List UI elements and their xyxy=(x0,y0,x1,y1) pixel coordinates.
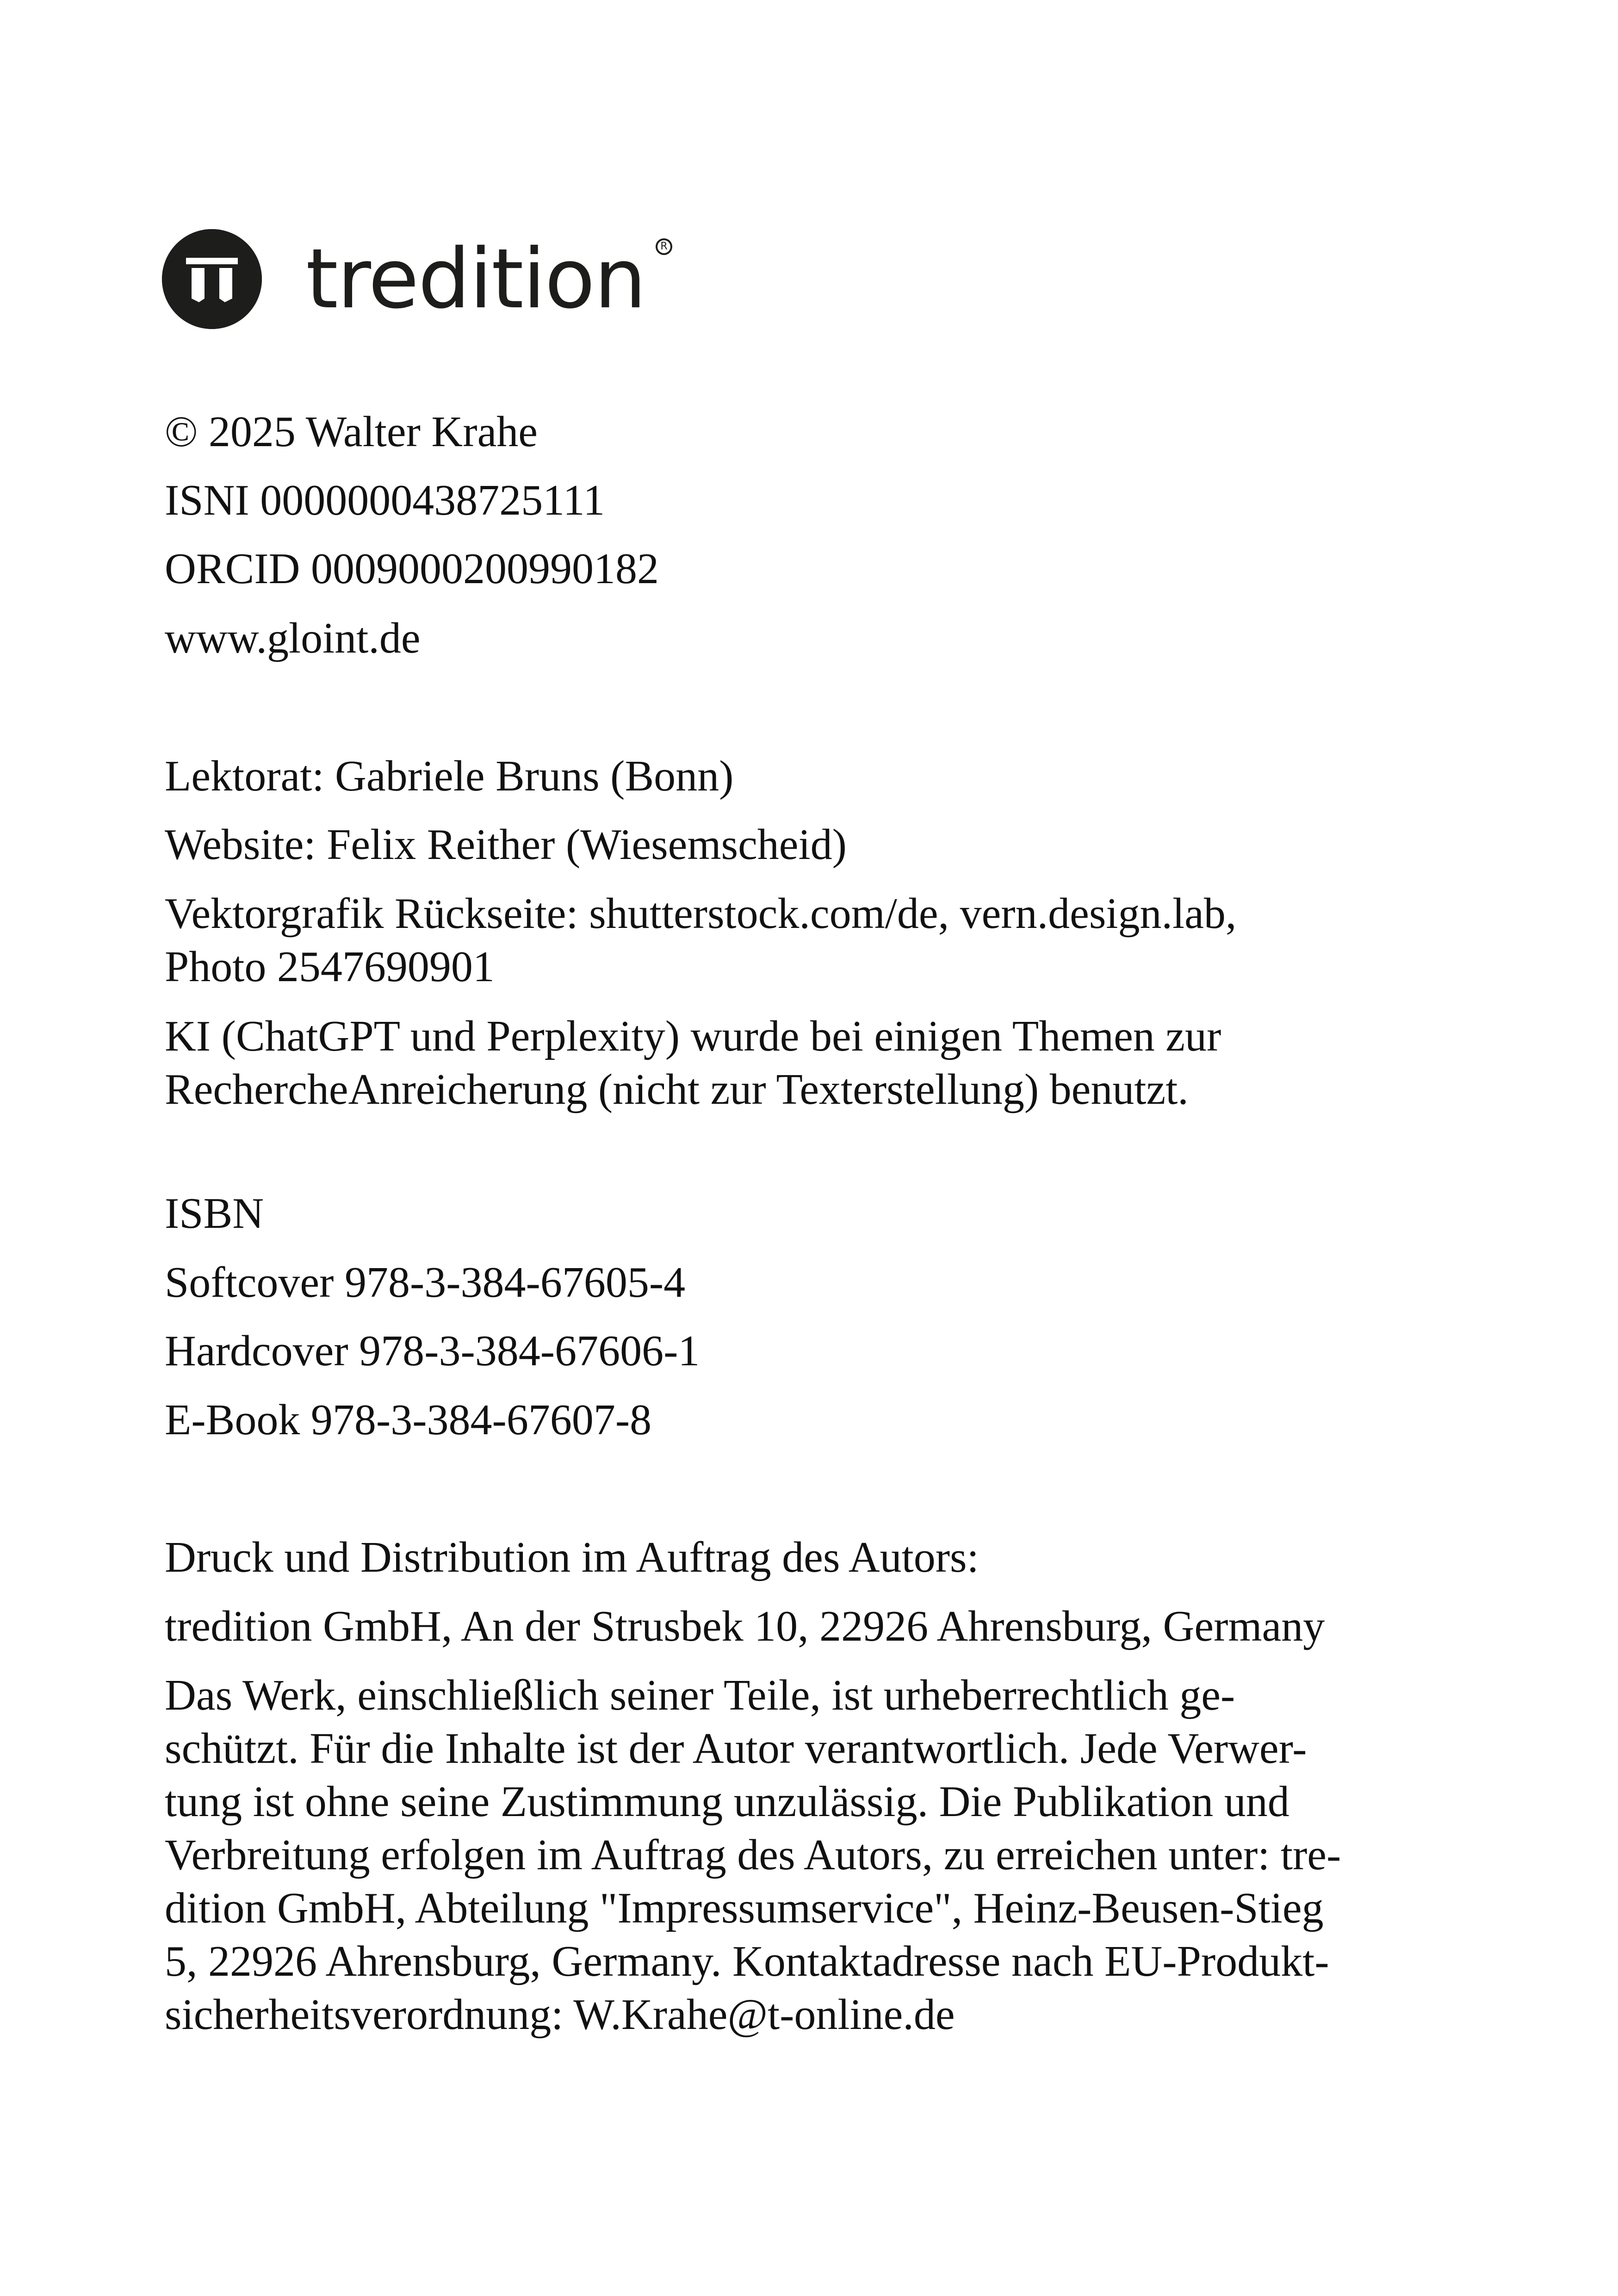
isbn-heading: ISBN xyxy=(165,1189,264,1238)
isbn-ebook: E-Book 978-3-384-67607-8 xyxy=(165,1396,652,1444)
orcid-line: ORCID 0009000200990182 xyxy=(165,545,659,593)
publisher-address: tredition GmbH, An der Strusbek 10, 22926 Ahrensburg, Germany xyxy=(165,1602,1325,1650)
ki-note: KI (ChatGPT und Perplexity) wurde bei einigen Themen zur RechercheAnreicherung (nicht zur Texterstellung) benutzt. xyxy=(165,1012,1221,1114)
isni-line: ISNI 0000000438725111 xyxy=(165,476,605,524)
distribution-heading: Druck und Distribution im Auftrag des Autors: xyxy=(165,1533,979,1581)
logo-wordmark xyxy=(306,229,668,329)
publisher-logo xyxy=(162,226,671,332)
isbn-hardcover: Hardcover 978-3-384-67606-1 xyxy=(165,1327,700,1375)
logo-wordmark-text: tredition xyxy=(306,231,645,327)
isbn-softcover: Softcover 978-3-384-67605-4 xyxy=(165,1258,686,1307)
registered-trademark-icon: R xyxy=(656,238,672,255)
website-credit-line: Website: Felix Reither (Wiesemscheid) xyxy=(165,821,847,869)
legal-notice: Das Werk, einschließlich seiner Teile, ist urheberrechtlich ge- schützt. Für die Inhalte ist der Autor verantwortlich. Jede Verwer- tung ist ohne seine Zustimmung unzulässig. Die Publikation und Verbreitung erfolgen im Auftrag des Autors, zu erreichen unter: tre- dition GmbH, Abteilung "Impressumservice", Heinz-Beusen-Stieg 5, 22926 Ahrensburg, Germany. Kontaktadresse nach EU-Produkt- sicherheitsverordnung: W.Krahe@t-online.de xyxy=(165,1671,1341,2039)
tredition-circle-logo-icon xyxy=(162,229,262,329)
website-url: www.gloint.de xyxy=(165,614,421,662)
lektorat-line: Lektorat: Gabriele Bruns (Bonn) xyxy=(165,752,734,800)
copyright-line: © 2025 Walter Krahe xyxy=(165,408,538,456)
vektorgrafik-credit: Vektorgrafik Rückseite: shutterstock.com/de, vern.design.lab, Photo 2547690901 xyxy=(165,890,1237,991)
